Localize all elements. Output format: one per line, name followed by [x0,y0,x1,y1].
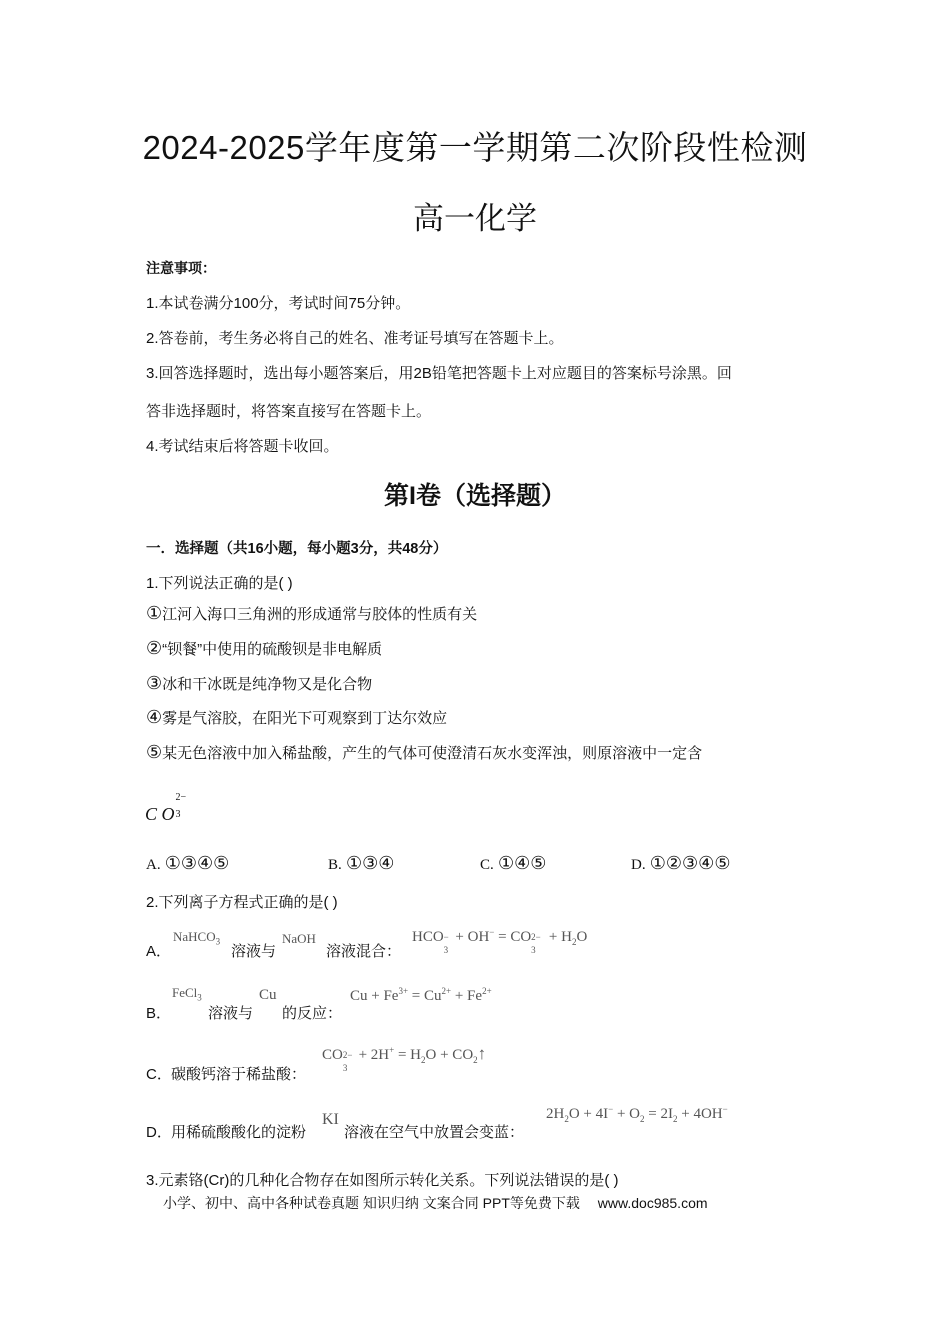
q2-option-b-letter: B． [146,1005,172,1022]
eq-part: + Fe [451,988,483,1004]
q2-d-equation [546,1104,728,1124]
option-letter: A. [146,857,161,873]
option-text: ①④⑤ [497,853,547,873]
eq-part: = H [394,1047,422,1063]
q2-b-reagent-2: Cu [259,987,277,1003]
exam-subject: 高一化学 [413,201,537,236]
eq-sup: − [443,932,449,942]
q1-statement-3 [146,673,372,694]
eq-sup: 2+ [482,986,492,996]
eq-part: O [576,929,588,945]
eq-sup: 2+ [441,986,452,996]
eq-sup: 3+ [398,986,409,996]
eq-part: + 4OH [677,1106,723,1122]
statement-num: ③ [146,673,163,693]
formula-sub: 3 [197,992,202,1003]
q2-c-text: 碳酸钙溶于稀盐酸： [171,1066,307,1083]
q2-option-a-letter: A． [146,943,172,960]
eq-sub: 2 [640,1114,645,1124]
notice-item-3: 3.回答选择题时，选出每小题答案后，用2B铅笔把答题卡上对应题目的答案标号涂黑。回 [146,365,732,382]
notice-item-1: 1.本试卷满分100分，考试时间75分钟。 [146,295,411,312]
option-letter: B. [328,857,342,873]
formula-text: NaHCO [173,929,216,944]
q2-b-equation [350,986,492,1005]
eq-sub: 3 [531,945,536,955]
q2-a-reagent-1 [173,929,220,947]
eq-sup: − [489,927,495,937]
q1-option-a [146,853,229,874]
eq-part: CO [322,1047,343,1063]
q2-option-c-letter: C． [146,1066,172,1083]
q1-option-c [480,853,546,874]
notice-item-4: 4.考试结束后将答题卡收回。 [146,438,339,455]
eq-part: + OH [451,929,490,945]
footer-text: 小学、初中、高中各种试卷真题 知识归纳 文案合同 PPT等免费下载 [163,1195,580,1211]
eq-sup: 2− [531,932,541,942]
eq-sup: − [722,1104,728,1114]
q2-b-tail: 的反应： [282,1005,343,1022]
q1-option-d [631,853,730,874]
ion-charge: 2− [175,792,187,803]
q3-stem: 3.元素铬(Cr)的几种化合物存在如图所示转化关系。下列说法错误的是( ) [146,1172,619,1189]
eq-part: = Cu [408,988,442,1004]
section-title: 第I卷（选择题） [384,482,566,510]
statement-num: ② [146,638,163,658]
q2-d-tail: 溶液在空气中放置会变蓝： [344,1124,525,1141]
eq-sub: 2 [564,1114,569,1124]
eq-sub: 2 [672,1114,678,1124]
q2-stem: 2.下列离子方程式正确的是( ) [146,894,338,911]
q2-a-mid: 溶液与 [231,943,277,960]
statement-num: ① [146,603,163,623]
q1-statement-2 [146,638,382,659]
statement-text: 雾是气溶胶，在阳光下可观察到丁达尔效应 [162,710,448,727]
notice-heading: 注意事项： [146,260,216,276]
eq-sup: − [608,1104,614,1114]
q1-stem: 1.下列说法正确的是( ) [146,575,293,592]
q2-b-reagent-1 [172,985,202,1003]
eq-part: = 2I [644,1106,673,1122]
eq-part: Cu + Fe [350,988,399,1004]
statement-text: 某无色溶液中加入稀盐酸，产生的气体可使澄清石灰水变浑浊，则原溶液中一定含 [162,745,703,762]
q2-d-text: 用稀硫酸酸化的淀粉 [171,1124,307,1141]
formula-text: FeCl [172,985,198,1000]
notice-item-2: 2.答卷前，考生务必将自己的姓名、准考证号填写在答题卡上。 [146,330,564,347]
q2-option-d-letter: D． [146,1124,172,1141]
option-text: ①②③④⑤ [649,853,731,873]
statement-num: ④ [146,707,163,727]
ion-subscript: 3 [175,809,181,820]
eq-sup: + [389,1045,395,1055]
option-letter: D. [631,857,646,873]
q2-d-ki: KI [322,1111,339,1128]
option-text: ①③④ [345,853,395,873]
option-text: ①③④⑤ [164,853,230,873]
eq-part: O + CO [425,1047,474,1063]
q2-c-equation [322,1044,487,1073]
footer [163,1193,708,1213]
statement-text: “钡餐”中使用的硫酸钡是非电解质 [162,641,383,658]
exam-title: 2024-2025学年度第一学期第二次阶段性检测 [142,129,808,166]
q2-a-equation [412,927,588,955]
eq-part: HCO [412,929,444,945]
eq-sub: 3 [443,945,449,955]
eq-sub: 3 [342,1063,348,1073]
q1-statement-1 [146,603,477,624]
q2-a-reagent-2: NaOH [282,931,316,946]
notice-item-3-cont: 答非选择题时，将答案直接写在答题卡上。 [146,403,432,420]
q1-statement-5 [146,742,702,763]
eq-arrow: ↑ [477,1044,487,1063]
section-heading: 一．选择题（共16小题，每小题3分，共48分） [146,541,448,557]
option-letter: C. [480,857,494,873]
q1-statement-4 [146,707,447,728]
eq-sup: 2− [342,1050,353,1060]
eq-part: + O [613,1106,641,1122]
footer-url[interactable]: www.doc985.com [597,1195,708,1211]
carbonate-ion [145,792,193,825]
ion-base: C O [145,804,175,824]
eq-part: O + 4I [568,1106,609,1122]
q2-b-mid: 溶液与 [208,1005,254,1022]
eq-sub: 2 [473,1055,478,1065]
q1-option-b [328,853,394,874]
eq-part: = CO [494,929,532,945]
q2-a-tail: 溶液混合： [326,943,402,960]
statement-text: 江河入海口三角洲的形成通常与胶体的性质有关 [162,606,478,623]
eq-part: + 2H [354,1047,390,1063]
statement-num: ⑤ [146,742,163,762]
formula-sub: 3 [215,936,221,947]
statement-text: 冰和干冰既是纯净物又是化合物 [162,676,373,693]
eq-part: + H [545,929,572,945]
eq-part: 2H [546,1106,565,1122]
eq-sub: 2 [421,1055,426,1065]
eq-sub: 2 [571,937,577,947]
